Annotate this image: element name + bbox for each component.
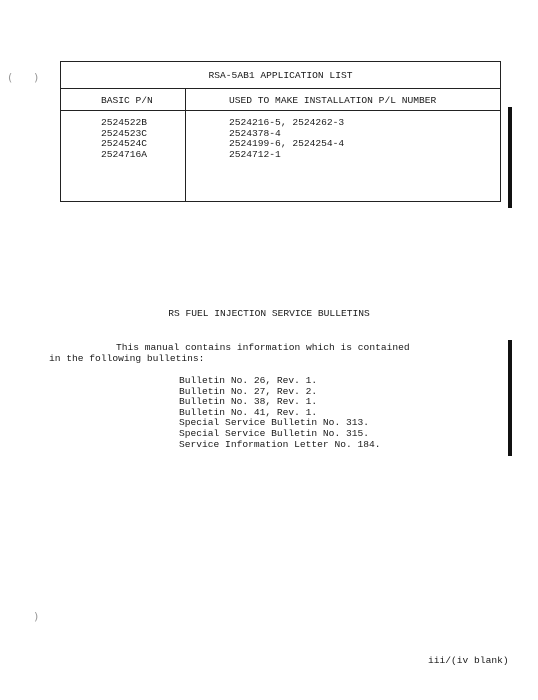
- intro-line: This manual contains information which is contained: [116, 342, 410, 353]
- bulletin-item: Service Information Letter No. 184.: [179, 438, 381, 450]
- binding-mark: ): [34, 71, 39, 84]
- bulletin-item: Bulletin No. 27, Rev. 2.: [179, 385, 318, 397]
- page-number: iii/(iv blank): [428, 655, 509, 666]
- bulletins-heading: RS FUEL INJECTION SERVICE BULLETINS: [168, 308, 370, 319]
- bulletin-list: [179, 376, 381, 450]
- basic-pn-cell: 2524522B: [101, 117, 148, 128]
- bulletins-intro: [49, 343, 410, 364]
- installation-pn-cell: 2524378-4: [229, 127, 281, 139]
- installation-pn-column: [229, 118, 344, 160]
- header-basic-pn: BASIC P/N: [101, 95, 153, 106]
- installation-pn-cell: 2524216-5, 2524262-3: [229, 117, 345, 128]
- basic-pn-cell: 2524524C: [101, 138, 148, 150]
- header-used-to-make: USED TO MAKE INSTALLATION P/L NUMBER: [229, 95, 437, 106]
- table-title-row: [61, 62, 500, 89]
- bulletin-item: Bulletin No. 38, Rev. 1.: [179, 396, 318, 408]
- basic-pn-column: [101, 118, 147, 160]
- installation-pn-cell: 2524712-1: [229, 148, 281, 160]
- basic-pn-cell: 2524523C: [101, 127, 148, 139]
- bulletin-item: Bulletin No. 26, Rev. 1.: [179, 375, 318, 386]
- table-title: RSA-5AB1 APPLICATION LIST: [208, 70, 353, 81]
- intro-line: in the following bulletins:: [49, 352, 205, 364]
- application-list-table: [60, 61, 501, 202]
- change-bar: [508, 107, 512, 208]
- basic-pn-cell: 2524716A: [101, 148, 148, 160]
- column-divider: [185, 88, 186, 201]
- bulletin-item: Bulletin No. 41, Rev. 1.: [179, 406, 318, 418]
- change-bar: [508, 340, 512, 456]
- bulletin-item: Special Service Bulletin No. 315.: [179, 427, 369, 439]
- installation-pn-cell: 2524199-6, 2524254-4: [229, 138, 345, 150]
- binding-mark: ): [34, 610, 39, 623]
- binding-mark: (: [8, 71, 13, 84]
- table-header-row: [61, 88, 500, 111]
- bulletin-item: Special Service Bulletin No. 313.: [179, 417, 369, 429]
